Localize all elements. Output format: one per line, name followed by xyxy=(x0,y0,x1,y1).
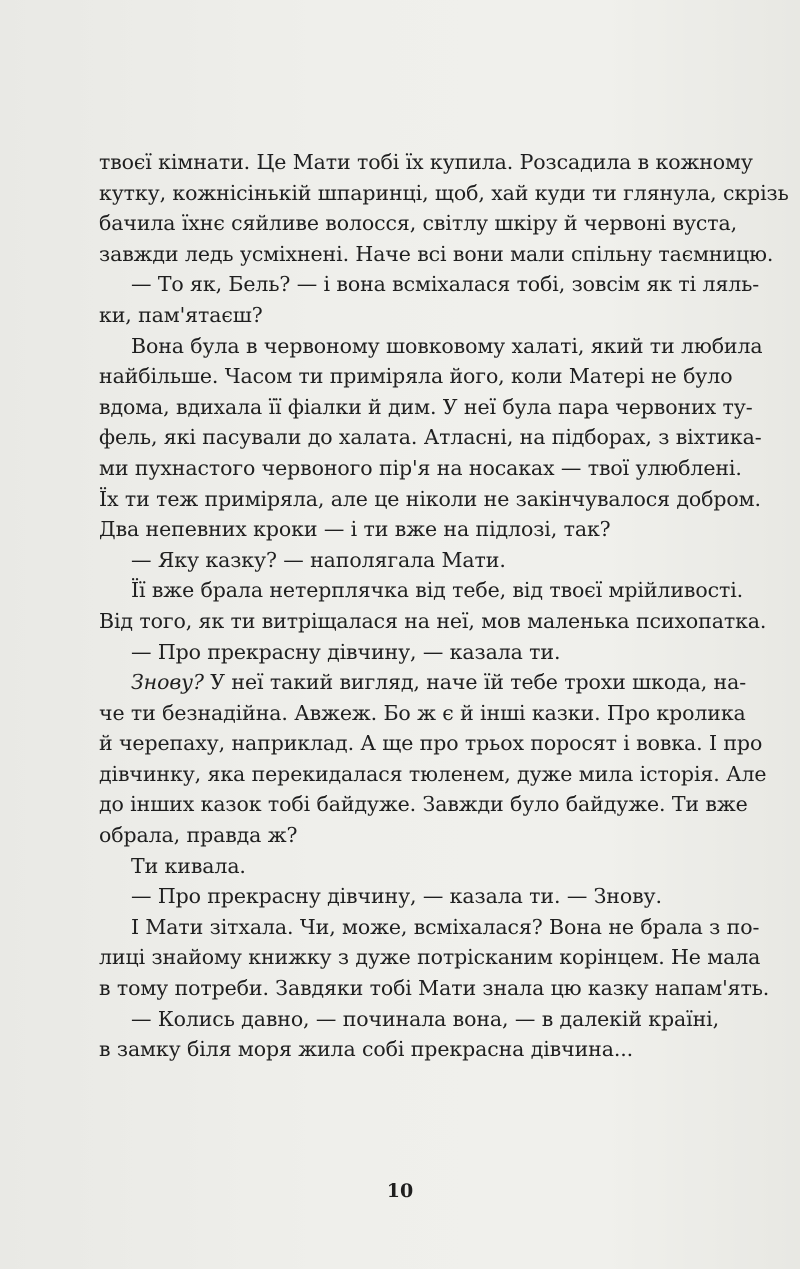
text-line xyxy=(99,514,716,545)
text-line xyxy=(99,973,770,1004)
text-line xyxy=(99,606,767,637)
line-text: й черепаху, наприклад. А ще про трьох поросят і вовка. І про xyxy=(99,731,763,756)
line-text: до інших казок тобі байдуже. Завжди було байдуже. Ти вже xyxy=(99,792,748,817)
text-line xyxy=(99,912,760,943)
text-line xyxy=(99,667,747,698)
text-line xyxy=(99,881,716,912)
text-line xyxy=(99,208,738,239)
text-line xyxy=(99,545,716,576)
line-text: У неї такий вигляд, наче їй тебе трохи шкода, на- xyxy=(203,670,747,695)
line-text: кутку, кожнісінькій шпаринці, щоб, хай куди ти глянула, скрізь xyxy=(99,180,789,205)
text-line xyxy=(99,575,744,606)
line-text: Два непевних кроки — і ти вже на підлозі, так? xyxy=(99,517,611,542)
line-text: Вона була в червоному шовковому халаті, який ти любила xyxy=(131,333,763,358)
line-text: лиці знайому книжку з дуже потрісканим корінцем. Не мала xyxy=(99,945,761,970)
text-line xyxy=(99,820,716,851)
line-text: бачила їхнє сяйливе волосся, світлу шкіру й червоні вуста, xyxy=(99,211,738,236)
line-text: вдома, вдихала її фіалки й дим. У неї була пара червоних ту- xyxy=(99,394,753,419)
line-text: — Про прекрасну дівчину, — казала ти. — Знову. xyxy=(131,884,662,909)
text-line xyxy=(99,300,716,331)
text-line xyxy=(99,147,753,178)
line-text: І Мати зітхала. Чи, може, всміхалася? Вона не брала з по- xyxy=(131,914,760,939)
text-line xyxy=(99,637,716,668)
text-line xyxy=(99,361,733,392)
text-line xyxy=(99,942,761,973)
line-text: обрала, правда ж? xyxy=(99,823,298,848)
line-text: твоєї кімнати. Це Мати тобі їх купила. Розсадила в кожному xyxy=(99,150,753,174)
line-text: дівчинку, яка перекидалася тюленем, дуже мила історія. Але xyxy=(99,761,767,786)
text-line xyxy=(99,484,761,515)
text-line xyxy=(99,178,789,209)
text-line xyxy=(99,239,774,270)
text-line xyxy=(99,789,748,820)
line-text: Її вже брала нетерплячка від тебе, від твоєї мрійливості. xyxy=(131,578,744,603)
line-text: Їх ти теж приміряла, але це ніколи не закінчувалося добром. xyxy=(99,486,761,511)
line-text: че ти безнадійна. Авжеж. Бо ж є й інші казки. Про кролика xyxy=(99,700,746,725)
text-line xyxy=(99,759,767,790)
emphasis-text: Знову? xyxy=(131,670,204,695)
line-text: — Колись давно, — починала вона, — в далекій країні, xyxy=(131,1006,720,1031)
text-line xyxy=(99,392,753,423)
text-line xyxy=(99,728,763,759)
page-number: 10 xyxy=(386,1180,414,1202)
text-line xyxy=(99,851,716,882)
line-text: — Про прекрасну дівчину, — казала ти. xyxy=(131,639,561,664)
line-text: в замку біля моря жила собі прекрасна дівчина... xyxy=(99,1037,634,1062)
text-line xyxy=(99,698,746,729)
line-text: в тому потреби. Завдяки тобі Мати знала цю казку напам'ять. xyxy=(99,976,770,1001)
text-line xyxy=(99,422,762,453)
text-line xyxy=(99,1004,720,1035)
text-line xyxy=(99,453,742,484)
line-text: Від того, як ти витріщалася на неї, мов маленька психопатка. xyxy=(99,608,767,633)
line-text: найбільше. Часом ти приміряла його, коли Матері не було xyxy=(99,364,733,389)
line-text: завжди ледь усміхнені. Наче всі вони мали спільну таємницю. xyxy=(99,241,774,266)
line-text: — То як, Бель? — і вона всміхалася тобі, зовсім як ті ляль- xyxy=(131,272,760,297)
body-text xyxy=(99,147,789,1065)
line-text: ми пухнастого червоного пір'я на носаках — твої улюблені. xyxy=(99,455,742,480)
text-line xyxy=(99,269,760,300)
line-text: Ти кивала. xyxy=(131,853,246,878)
text-line xyxy=(99,1034,716,1065)
line-text: фель, які пасували до халата. Атласні, на підборах, з віхтика- xyxy=(99,425,762,450)
line-text: ки, пам'ятаєш? xyxy=(99,302,263,327)
line-text: — Яку казку? — наполягала Мати. xyxy=(131,547,506,572)
text-line xyxy=(99,331,763,362)
